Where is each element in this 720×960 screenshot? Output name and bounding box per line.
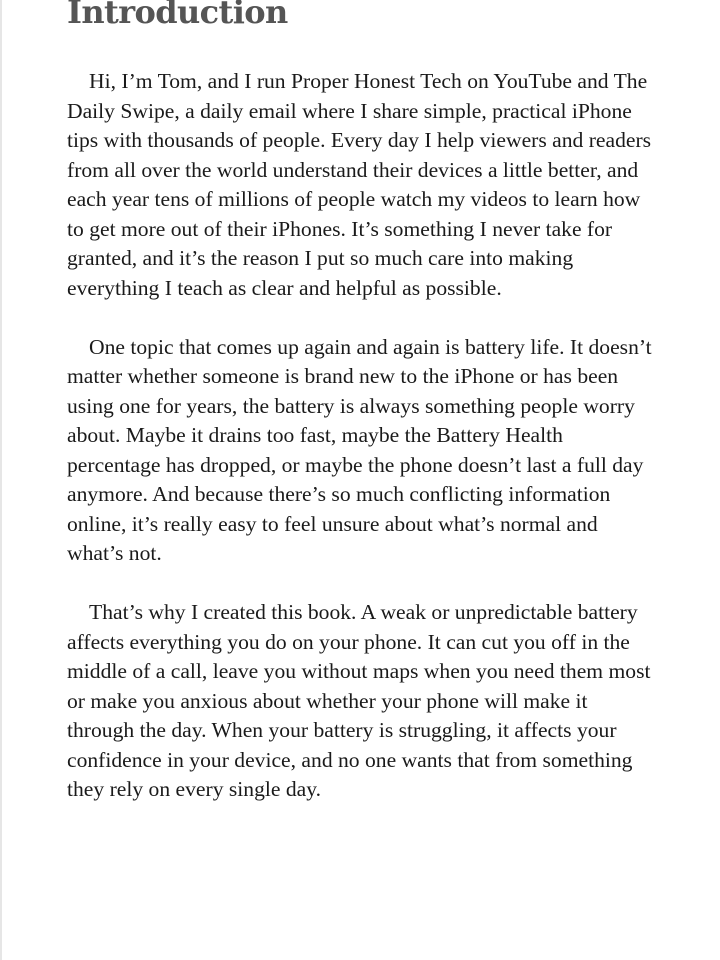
chapter-body [67, 67, 657, 805]
paragraph: Hi, I’m Tom, and I run Proper Honest Tech on YouTube and The Daily Swipe, a daily email where I share simple, practical iPhone tips with thousands of people. Every day I help viewers and readers from all over the world understand their devices a little better, and each year tens of millions of people watch my videos to learn how to get more out of their iPhones. It’s something I never take for granted, and it’s the reason I put so much care into making everything I teach as clear and helpful as possible. [67, 69, 652, 300]
chapter-heading: Introduction [67, 0, 288, 31]
paragraph: That’s why I created this book. A weak or unpredictable battery affects everything you do on your phone. It can cut you off in the middle of a call, leave you without maps when you need them most or make you anxious about whether your phone will make it through the day. When your battery is struggling, it affects your confidence in your device, and no one wants that from something they rely on every single day. [67, 600, 651, 801]
paragraph: One topic that comes up again and again is battery life. It doesn’t matter whether someone is brand new to the iPhone or has been using one for years, the battery is always something people worry about. Maybe it drains too fast, maybe the Battery Health percentage has dropped, or maybe the phone doesn’t last a full day anymore. And because there’s so much conflicting information online, it’s really easy to feel unsure about what’s normal and what’s not. [67, 334, 652, 565]
